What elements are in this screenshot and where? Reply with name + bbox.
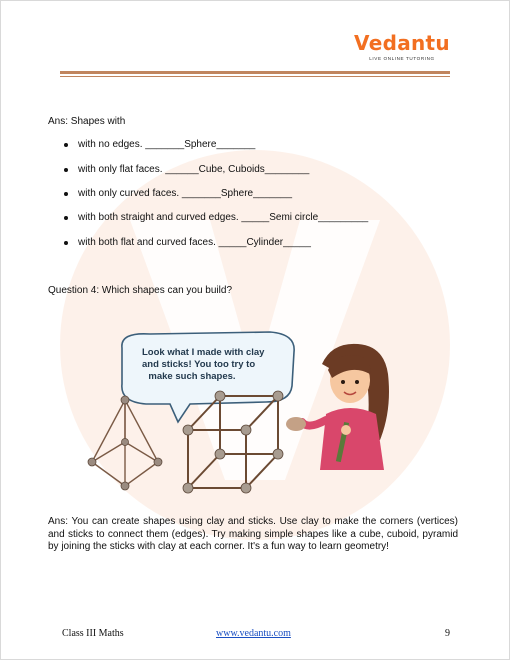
logo-tagline: LIVE ONLINE TUTORING bbox=[369, 56, 435, 61]
bullet-dot bbox=[64, 143, 68, 147]
bubble-line-2: and sticks! You too try to bbox=[142, 359, 256, 370]
list-item: with no edges. _______Sphere_______ bbox=[78, 139, 256, 150]
logo-wordmark: Vedantu bbox=[354, 31, 450, 55]
list-item: with both straight and curved edges. _____Semi circle_________ bbox=[78, 212, 369, 223]
page-number: 9 bbox=[445, 628, 450, 639]
bubble-line-3: make such shapes. bbox=[148, 371, 236, 382]
header-rule-thin bbox=[60, 76, 450, 77]
answer-label: Ans: Shapes with bbox=[48, 116, 126, 127]
bullet-dot bbox=[64, 241, 68, 245]
list-item: with both flat and curved faces. _____Cylinder_____ bbox=[78, 237, 311, 248]
header-rule-thick bbox=[60, 71, 450, 74]
question-heading: Question 4: Which shapes can you build? bbox=[48, 285, 232, 296]
bullet-dot bbox=[64, 192, 68, 196]
bullet-dot bbox=[64, 168, 68, 172]
vedantu-logo[interactable] bbox=[352, 32, 452, 61]
bullet-dot bbox=[64, 216, 68, 220]
cube-model bbox=[188, 396, 278, 488]
bubble-line-1: Look what I made with clay bbox=[142, 347, 265, 358]
list-item: with only curved faces. _______Sphere_______ bbox=[78, 188, 293, 199]
footer-website-link[interactable]: www.vedantu.com bbox=[216, 628, 291, 639]
girl-character bbox=[286, 344, 389, 470]
footer-class: Class III Maths bbox=[62, 628, 124, 639]
list-item: with only flat faces. ______Cube, Cuboids________ bbox=[78, 164, 310, 175]
answer-paragraph: Ans: You can create shapes using clay and sticks. Use clay to make the corners (vertices) and sticks to connect them (edges). Try making simple shapes like a cube, cuboid, pyramid by joining the sticks with clay at each corner. It's a fun way to learn geometry! bbox=[48, 516, 458, 552]
